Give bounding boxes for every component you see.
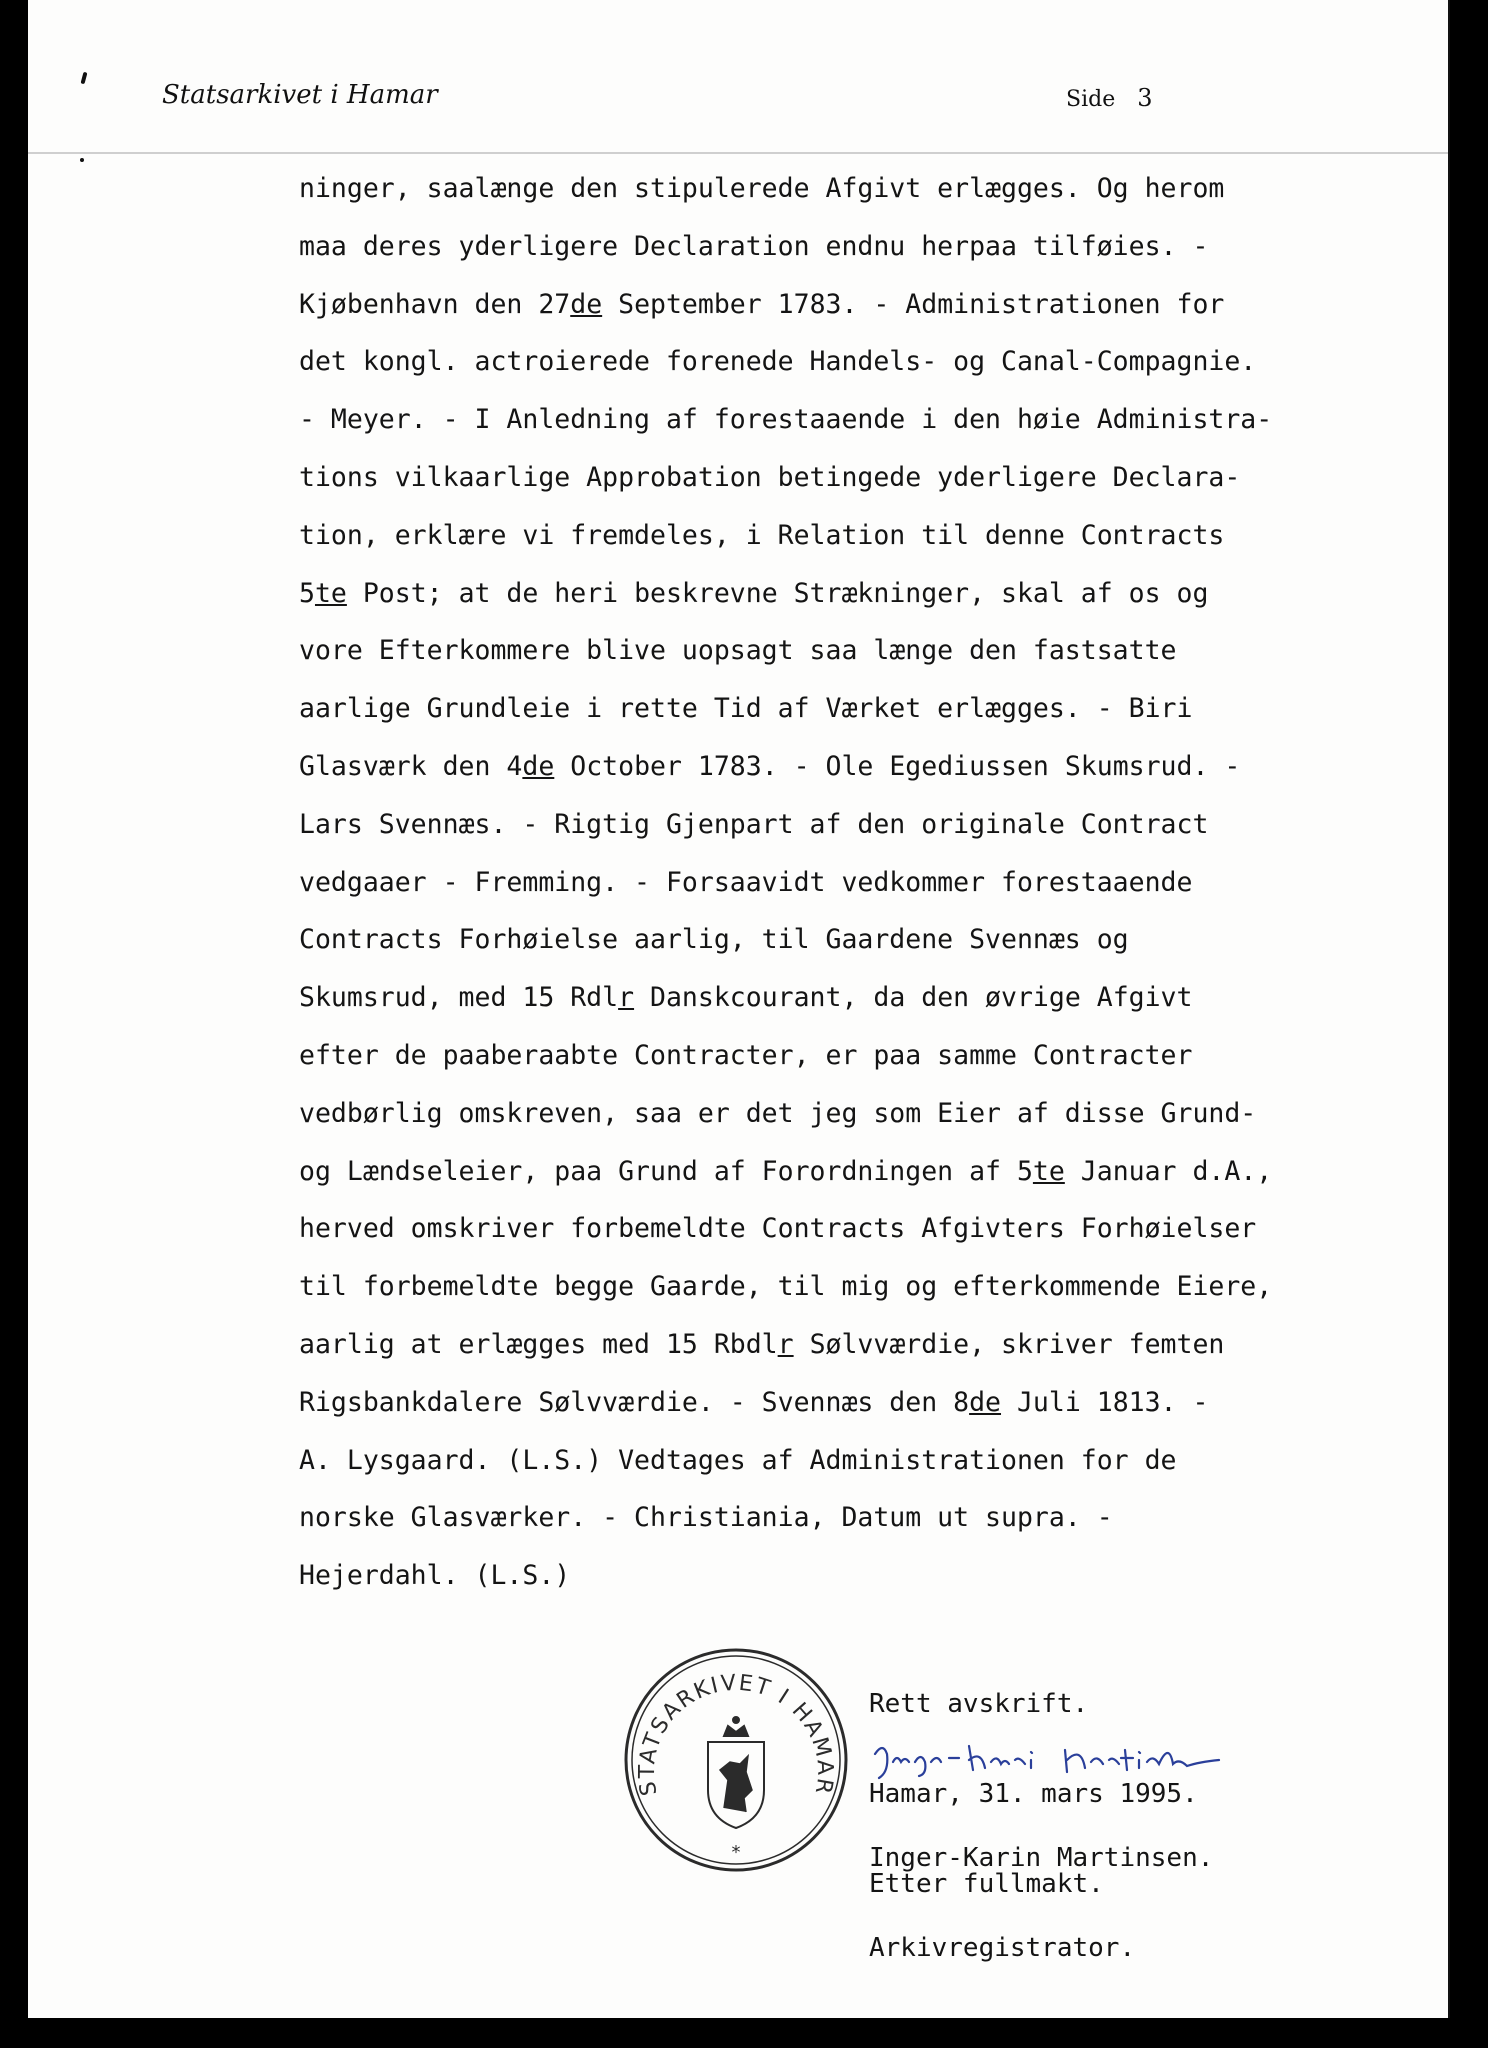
text-line (299, 565, 1429, 623)
text-segment: vedbørlig omskreven, saa er det jeg som Eier af disse Grund- (299, 1097, 1257, 1129)
text-segment: vore Efterkommere blive uopsagt saa længe den fastsatte (299, 635, 1177, 667)
text-segment: - Meyer. - I Anledning af forestaaende i den høie Administra- (299, 404, 1273, 436)
text-line (299, 160, 1429, 218)
signatory-name: Inger-Karin Martinsen. (869, 1843, 1214, 1873)
text-line (299, 796, 1429, 854)
text-segment: tions vilkaarlige Approbation betingede yderligere Declara- (299, 461, 1241, 493)
text-line (299, 738, 1429, 796)
text-line (299, 911, 1429, 969)
text-line (299, 1489, 1429, 1547)
margin-dot (80, 158, 84, 162)
text-line (299, 1316, 1429, 1374)
text-line (299, 854, 1429, 912)
superscript-abbreviation: de (522, 750, 555, 782)
text-segment: aarlig at erlægges med 15 Rbdl (299, 1328, 778, 1360)
text-segment: Skumsrud, med 15 Rdl (299, 982, 619, 1014)
page-indicator (1066, 84, 1153, 112)
coat-of-arms-icon (708, 1717, 764, 1828)
text-line (299, 449, 1429, 507)
text-segment: October 1783. - Ole Egediussen Skumsrud. - (554, 750, 1241, 782)
page-number: 3 (1137, 84, 1153, 112)
text-segment: norske Glasværker. - Christiania, Datum ut supra. - (299, 1502, 1113, 1534)
text-segment: 5 (299, 577, 315, 609)
signatory-title: Arkivregistrator. (869, 1933, 1136, 1963)
text-line (299, 1200, 1429, 1258)
text-segment: Januar d.A., (1064, 1155, 1273, 1187)
text-segment: aarlige Grundleie i rette Tid af Værket erlægges. - Biri (299, 693, 1193, 725)
text-line (299, 1258, 1429, 1316)
transcription-body (299, 160, 1429, 1605)
stamp-text: STATSARKIVET I HAMAR (634, 1670, 838, 1798)
text-line (299, 1547, 1429, 1605)
superscript-abbreviation: te (314, 577, 347, 609)
text-segment: herved omskriver forbemeldte Contracts Afgivters Forhøielser (299, 1213, 1257, 1245)
text-line (299, 622, 1429, 680)
text-line (299, 969, 1429, 1027)
text-line (299, 1143, 1429, 1201)
text-segment: Rigsbankdalere Sølvværdie. - Svennæs den 8 (299, 1386, 970, 1418)
certification-line-1: Rett avskrift. (869, 1689, 1089, 1719)
text-segment: efter de paaberaabte Contracter, er paa samme Contracter (299, 1039, 1193, 1071)
superscript-abbreviation: r (777, 1328, 794, 1360)
text-segment: maa deres yderligere Declaration endnu herpaa tilføies. - (299, 230, 1209, 262)
superscript-abbreviation: de (570, 288, 603, 320)
text-line (299, 218, 1429, 276)
text-segment: Sølvværdie, skriver femten (793, 1328, 1225, 1360)
text-segment: ninger, saalænge den stipulerede Afgivt erlægges. Og herom (299, 173, 1225, 204)
stamp-star: * (731, 1842, 741, 1863)
superscript-abbreviation: r (618, 982, 635, 1014)
certification-line-2: Hamar, 31. mars 1995. (869, 1779, 1198, 1809)
text-line (299, 333, 1429, 391)
text-segment: til forbemeldte begge Gaarde, til mig og efterkommende Eiere, (299, 1271, 1273, 1303)
signatory-block (869, 1783, 1213, 2018)
text-line (299, 507, 1429, 565)
text-line (299, 391, 1429, 449)
text-segment: Contracts Forhøielse aarlig, til Gaardene Svennæs og (299, 924, 1129, 956)
side-label: Side (1066, 87, 1116, 112)
text-segment: Lars Svennæs. - Rigtig Gjenpart af den originale Contract (299, 808, 1209, 840)
text-segment: og Lændseleier, paa Grund af Forordningen af 5 (299, 1155, 1033, 1187)
superscript-abbreviation: te (1032, 1155, 1065, 1187)
superscript-abbreviation: de (969, 1386, 1002, 1418)
text-segment: Juli 1813. - (1001, 1386, 1209, 1418)
text-segment: Danskcourant, da den øvrige Afgivt (634, 982, 1193, 1014)
text-segment: tion, erklære vi fremdeles, i Relation til denne Contracts (299, 519, 1225, 551)
page-edge-rule (1448, 0, 1450, 2018)
text-segment: vedgaaer - Fremming. - Forsaavidt vedkommer forestaaende (299, 866, 1193, 898)
text-segment: Post; at de heri beskrevne Strækninger, skal af os og (346, 577, 1209, 609)
certification-line-3: Etter fullmakt. (869, 1869, 1104, 1899)
text-segment: det kongl. actroierede forenede Handels- og Canal-Compagnie. (299, 346, 1257, 378)
handwritten-signature (869, 1732, 1249, 1782)
text-segment: A. Lysgaard. (L.S.) Vedtages af Administrationen for de (299, 1444, 1177, 1476)
text-segment: September 1783. - Administrationen for (602, 288, 1225, 320)
archive-stamp (616, 1640, 856, 1880)
archive-name: Statsarkivet i Hamar (162, 80, 438, 110)
text-segment: Kjøbenhavn den 27 (299, 288, 571, 320)
text-line (299, 1027, 1429, 1085)
text-line (299, 680, 1429, 738)
text-line (299, 1374, 1429, 1432)
text-line (299, 276, 1429, 334)
text-segment: Glasværk den 4 (299, 750, 523, 782)
document-page (28, 0, 1450, 2018)
text-line (299, 1432, 1429, 1490)
text-segment: Hejerdahl. (L.S.) (299, 1560, 571, 1592)
text-line (299, 1085, 1429, 1143)
